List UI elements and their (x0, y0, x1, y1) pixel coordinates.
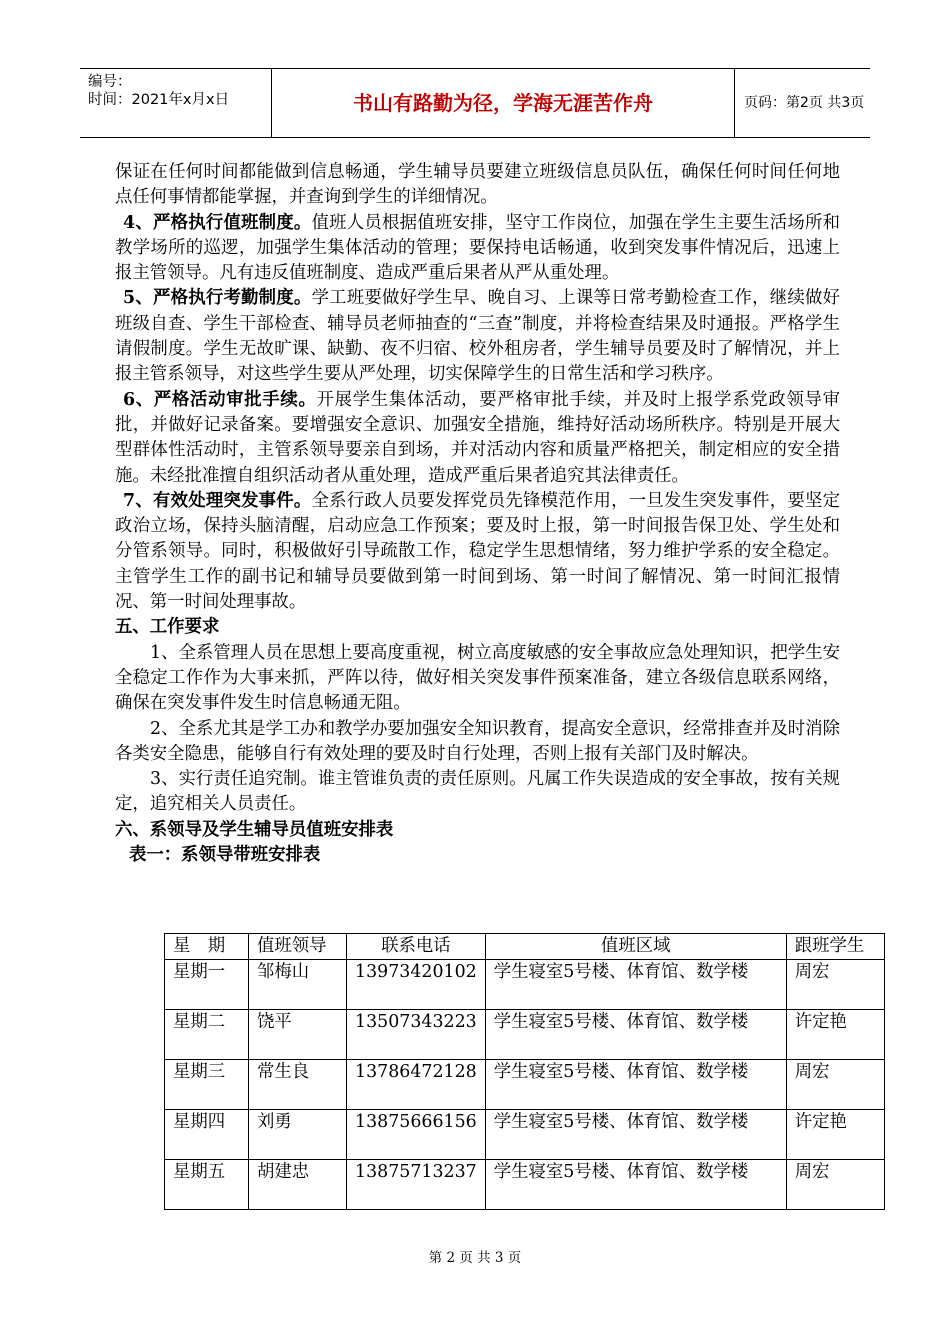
cell-leader: 胡建忠 (249, 1160, 347, 1210)
cell-day: 星期四 (165, 1110, 249, 1160)
cell-area: 学生寝室5号楼、体育馆、数学楼 (485, 1060, 786, 1110)
cell-day: 星期三 (165, 1060, 249, 1110)
cell-phone: 13786472128 (347, 1060, 486, 1110)
cell-area: 学生寝室5号楼、体育馆、数学楼 (485, 1160, 786, 1210)
table-row (165, 960, 885, 1010)
cell-area: 学生寝室5号楼、体育馆、数学楼 (485, 1110, 786, 1160)
column-header: 值班区域 (485, 934, 786, 960)
column-header: 跟班学生 (786, 934, 884, 960)
cell-student: 周宏 (786, 1060, 884, 1110)
cell-student: 许定艳 (786, 1110, 884, 1160)
cell-day: 星期五 (165, 1160, 249, 1210)
header-meta (80, 69, 272, 137)
motto: 书山有路勤为径，学海无涯苦作舟 (272, 69, 735, 137)
table-caption: 表一：系领导带班安排表 (129, 845, 321, 866)
page-header (80, 68, 870, 138)
cell-phone: 13973420102 (347, 960, 486, 1010)
column-header: 星 期 (165, 934, 249, 960)
code-label: 编号： (88, 74, 132, 90)
cell-day: 星期一 (165, 960, 249, 1010)
cell-student: 许定艳 (786, 1010, 884, 1060)
cell-leader: 邹梅山 (249, 960, 347, 1010)
document-body (115, 160, 840, 868)
paragraph: 6、严格活动审批手续。开展学生集体活动，要严格审批手续，并及时上报学系党政领导审批，并做好记录备案。要增强安全意识、加强安全措施，维持好活动场所秩序。特别是开展大型群体性活动时，主管系领导要亲自到场，并对活动内容和质量严格把关，制定相应的安全措施。未经批准擅自组织活动者从重处理，造成严重后果者追究其法律责任。 (115, 389, 840, 486)
cell-area: 学生寝室5号楼、体育馆、数学楼 (485, 960, 786, 1010)
cell-leader: 饶平 (249, 1010, 347, 1060)
cell-day: 星期二 (165, 1010, 249, 1060)
paragraph: 保证在任何时间都能做到信息畅通，学生辅导员要建立班级信息员队伍，确保任何时间任何地点任何事情都能掌握，并查询到学生的详细情况。 (115, 162, 840, 208)
duty-table (164, 933, 885, 1210)
cell-area: 学生寝室5号楼、体育馆、数学楼 (485, 1010, 786, 1060)
paragraph: 7、有效处理突发事件。全系行政人员要发挥党员先锋模范作用，一旦发生突发事件，要坚定政治立场，保持头脑清醒，启动应急工作预案；要及时上报，第一时间报告保卫处、学生处和分管系领导。同时，积极做好引导疏散工作，稳定学生思想情绪，努力维护学系的安全稳定。主管学生工作的副书记和辅导员要做到第一时间到场、第一时间了解情况、第一时间汇报情况、第一时间处理事故。 (115, 490, 840, 613)
date-label: 时间：2021年x月x日 (88, 92, 230, 108)
section-heading: 六、系领导及学生辅导员值班安排表 (115, 819, 394, 840)
paragraph: 4、严格执行值班制度。值班人员根据值班安排，坚守工作岗位，加强在学生主要生活场所和教学场所的巡逻，加强学生集体活动的管理；要保持电话畅通，收到突发事件情况后，迅速上报主管领导。凡有违反值班制度、造成严重后果者从严从重处理。 (115, 212, 840, 284)
table-row (165, 1160, 885, 1210)
column-header: 值班领导 (249, 934, 347, 960)
cell-phone: 13507343223 (347, 1010, 486, 1060)
table-row (165, 1060, 885, 1110)
cell-phone: 13875666156 (347, 1110, 486, 1160)
column-header: 联系电话 (347, 934, 486, 960)
cell-leader: 常生良 (249, 1060, 347, 1110)
page-footer: 第 2 页 共 3 页 (428, 1250, 522, 1266)
requirement-item: 1、全系管理人员在思想上要高度重视，树立高度敏感的安全事故应急处理知识，把学生安全稳定工作作为大事来抓，严阵以待，做好相关突发事件预案准备，建立各级信息联系网络，确保在突发事件发生时信息畅通无阻。 (115, 642, 840, 714)
table-row (165, 1110, 885, 1160)
cell-student: 周宏 (786, 960, 884, 1010)
table-header-row (165, 934, 885, 960)
cell-student: 周宏 (786, 1160, 884, 1210)
section-heading: 五、工作要求 (115, 617, 220, 638)
paragraph: 5、严格执行考勤制度。学工班要做好学生早、晚自习、上课等日常考勤检查工作，继续做好班级自查、学生干部检查、辅导员老师抽查的“三查”制度，并将检查结果及时通报。严格学生请假制度。学生无故旷课、缺勤、夜不归宿、校外租房者，学生辅导员要及时了解情况，并上报主管系领导，对这些学生要从严处理，切实保障学生的日常生活和学习秩序。 (115, 288, 840, 385)
cell-phone: 13875713237 (347, 1160, 486, 1210)
requirement-item: 2、全系尤其是学工办和教学办要加强安全知识教育，提高安全意识，经常排查并及时消除各类安全隐患，能够自行有效处理的要及时自行处理，否则上报有关部门及时解决。 (115, 718, 840, 764)
table-row (165, 1010, 885, 1060)
requirement-item: 3、实行责任追究制。谁主管谁负责的责任原则。凡属工作失误造成的安全事故，按有关规定，追究相关人员责任。 (115, 769, 840, 815)
cell-leader: 刘勇 (249, 1110, 347, 1160)
page-number-label: 页码：第2页 共3页 (744, 95, 865, 111)
